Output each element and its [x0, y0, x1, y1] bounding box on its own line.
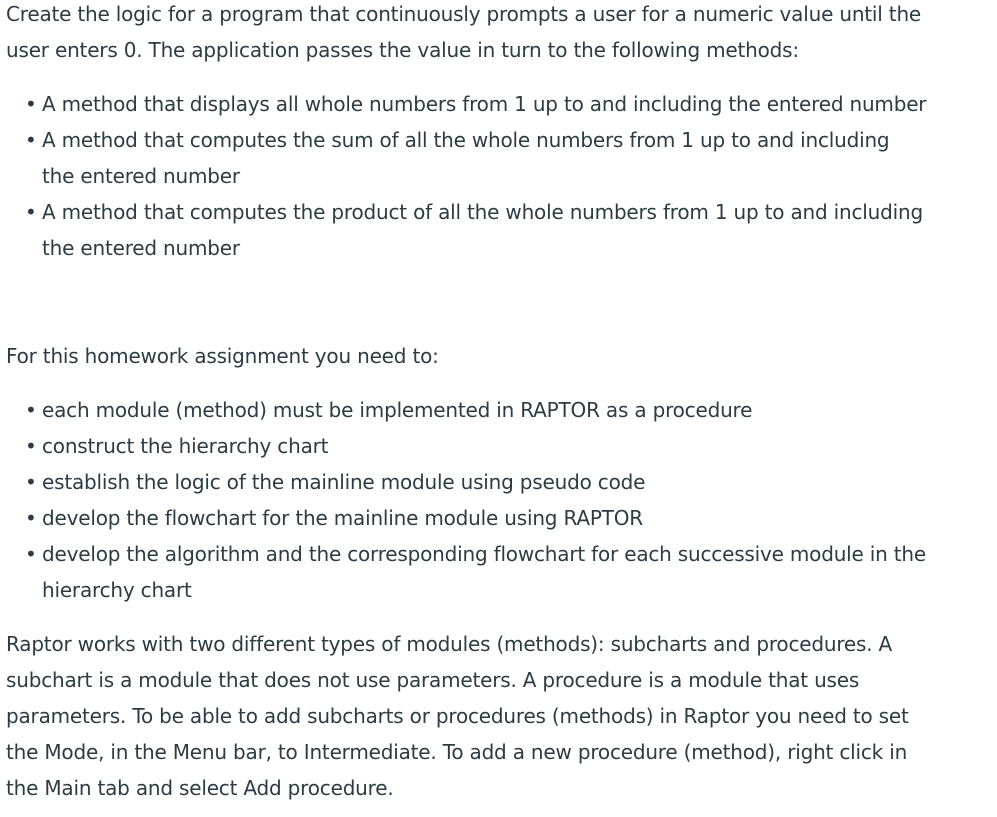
list-item-line: develop the algorithm and the corresponding flowchart for each successive module in the [42, 542, 927, 566]
methods-list [0, 86, 926, 266]
list-item [0, 122, 926, 194]
bullet-icon: • [25, 398, 37, 422]
list-item-line: the entered number [42, 164, 240, 188]
intro-paragraph [6, 0, 921, 68]
list-item [0, 194, 926, 266]
list-item [0, 536, 926, 608]
intro-line-2: user enters 0. The application passes the value in turn to the following methods: [6, 38, 799, 62]
raptor-line-4: the Mode, in the Menu bar, to Intermediate. To add a new procedure (method), right click in [6, 740, 908, 764]
intro-line-1: Create the logic for a program that continuously prompts a user for a numeric value until the [6, 2, 922, 26]
bullet-icon: • [25, 128, 37, 152]
list-item [0, 428, 926, 464]
raptor-line-1: Raptor works with two different types of modules (methods): subcharts and procedures. A [6, 632, 893, 656]
bullet-icon: • [25, 200, 37, 224]
list-item-line: hierarchy chart [42, 578, 192, 602]
list-item [0, 464, 926, 500]
list-item-line: establish the logic of the mainline module using pseudo code [42, 470, 646, 494]
bullet-icon: • [25, 542, 37, 566]
raptor-paragraph [6, 626, 909, 806]
list-item-line: construct the hierarchy chart [42, 434, 329, 458]
list-item-line: A method that displays all whole numbers from 1 up to and including the entered number [42, 92, 927, 116]
raptor-line-5: the Main tab and select Add procedure. [6, 776, 394, 800]
bullet-icon: • [25, 506, 37, 530]
raptor-line-3: parameters. To be able to add subcharts or procedures (methods) in Raptor you need to set [6, 704, 909, 728]
list-item-line: A method that computes the product of all the whole numbers from 1 up to and including [42, 200, 923, 224]
tasks-list [0, 392, 926, 608]
assignment-heading: For this homework assignment you need to: [6, 344, 439, 368]
bullet-icon: • [25, 434, 37, 458]
bullet-icon: • [25, 92, 37, 116]
list-item-line: the entered number [42, 236, 240, 260]
list-item [0, 500, 926, 536]
bullet-icon: • [25, 470, 37, 494]
list-item-line: each module (method) must be implemented in RAPTOR as a procedure [42, 398, 753, 422]
list-item-line: A method that computes the sum of all the whole numbers from 1 up to and including [42, 128, 890, 152]
list-item [0, 86, 926, 122]
list-item-line: develop the flowchart for the mainline module using RAPTOR [42, 506, 643, 530]
list-item [0, 392, 926, 428]
raptor-line-2: subchart is a module that does not use parameters. A procedure is a module that uses [6, 668, 860, 692]
